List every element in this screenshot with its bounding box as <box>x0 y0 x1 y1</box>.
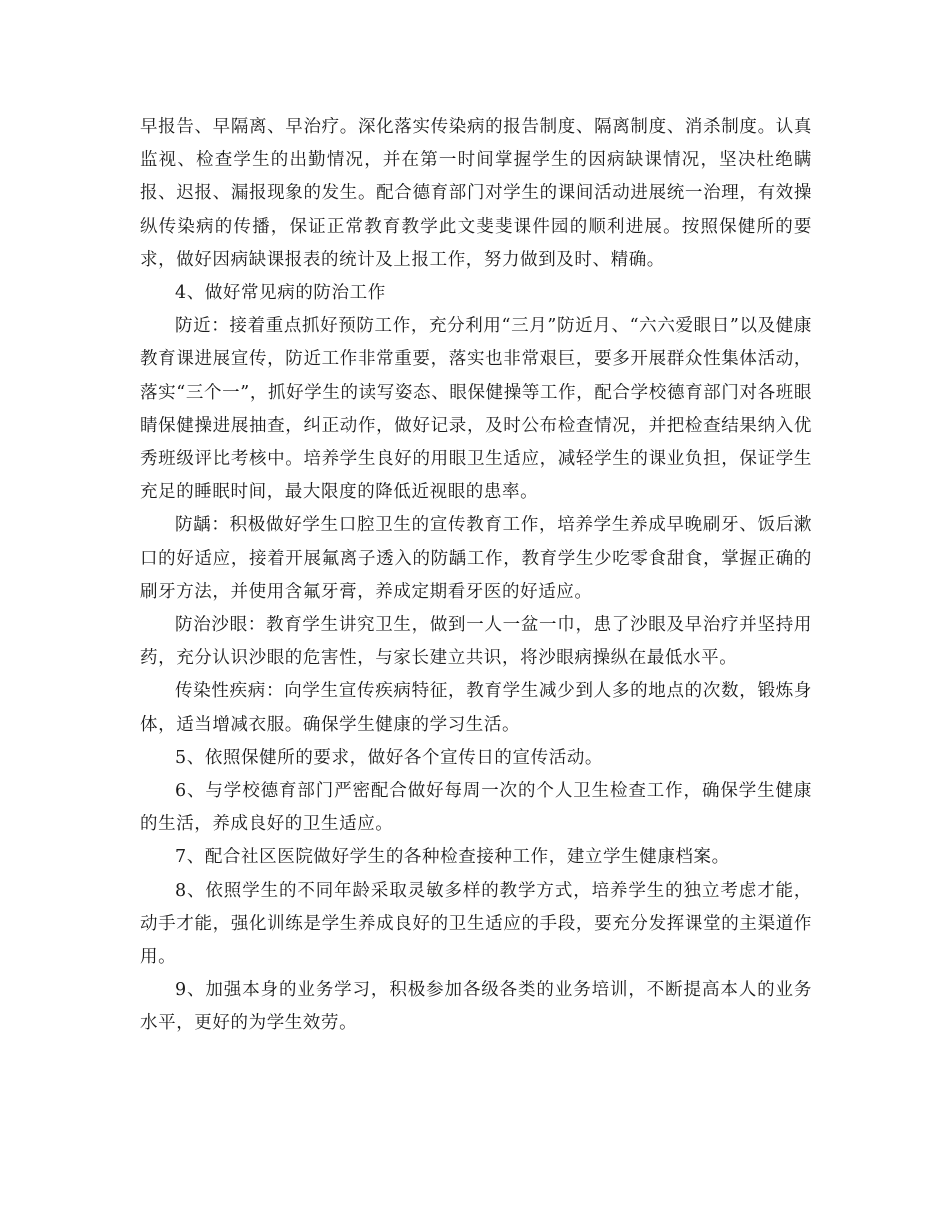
item-6: 6、与学校德育部门严密配合做好每周一次的个人卫生检查工作，确保学生健康的生活，养成良好的卫生适应。 <box>140 781 812 835</box>
document-body <box>140 111 812 1041</box>
paragraph-infectious: 传染性疾病：向学生宣传疾病特征，教育学生减少到人多的地点的次数，锻炼身体，适当增减衣服。确保学生健康的学习生活。 <box>140 681 812 735</box>
paragraph-trachoma: 防治沙眼：教育学生讲究卫生，做到一人一盆一巾，患了沙眼及早治疗并坚持用药，充分认识沙眼的危害性，与家长建立共识，将沙眼病操纵在最低水平。 <box>140 615 812 669</box>
paragraph-myopia: 防近：接着重点抓好预防工作，充分利用“三月”防近月、“六六爱眼日”以及健康教育课进展宣传，防近工作非常重要，落实也非常艰巨，要多开展群众性集体活动，落实“三个一”，抓好学生的读写姿态、眼保健操等工作，配合学校德育部门对各班眼睛保健操进展抽查，纠正动作，做好记录，及时公布检查情况，并把检查结果纳入优秀班级评比考核中。培养学生良好的用眼卫生适应，减轻学生的课业负担，保证学生充足的睡眠时间，最大限度的降低近视眼的患率。 <box>140 316 812 503</box>
item-7: 7、配合社区医院做好学生的各种检查接种工作，建立学生健康档案。 <box>175 847 730 868</box>
item-5: 5、依照保健所的要求，做好各个宣传日的宣传活动。 <box>175 747 604 768</box>
section-heading-4: 4、做好常见病的防治工作 <box>175 283 386 304</box>
item-8: 8、依照学生的不同年龄采取灵敏多样的教学方式，培养学生的独立考虑才能，动手才能，强化训练是学生养成良好的卫生适应的手段，要充分发挥课堂的主渠道作用。 <box>140 880 812 968</box>
paragraph-continuation: 早报告、早隔离、早治疗。深化落实传染病的报告制度、隔离制度、消杀制度。认真监视、检查学生的出勤情况，并在第一时间掌握学生的因病缺课情况，坚决杜绝瞒报、迟报、漏报现象的发生。配合德育部门对学生的课间活动进展统一治理，有效操纵传染病的传播，保证正常教育教学此文斐斐课件园的顺利进展。按照保健所的要求，做好因病缺课报表的统计及上报工作，努力做到及时、精确。 <box>140 117 812 270</box>
item-9: 9、加强本身的业务学习，积极参加各级各类的业务培训，不断提高本人的业务水平，更好的为学生效劳。 <box>140 980 812 1034</box>
paragraph-caries: 防龋：积极做好学生口腔卫生的宣传教育工作，培养学生养成早晚刷牙、饭后漱口的好适应，接着开展氟离子透入的防龋工作，教育学生少吃零食甜食，掌握正确的刷牙方法，并使用含氟牙膏，养成定期看牙医的好适应。 <box>140 515 812 602</box>
